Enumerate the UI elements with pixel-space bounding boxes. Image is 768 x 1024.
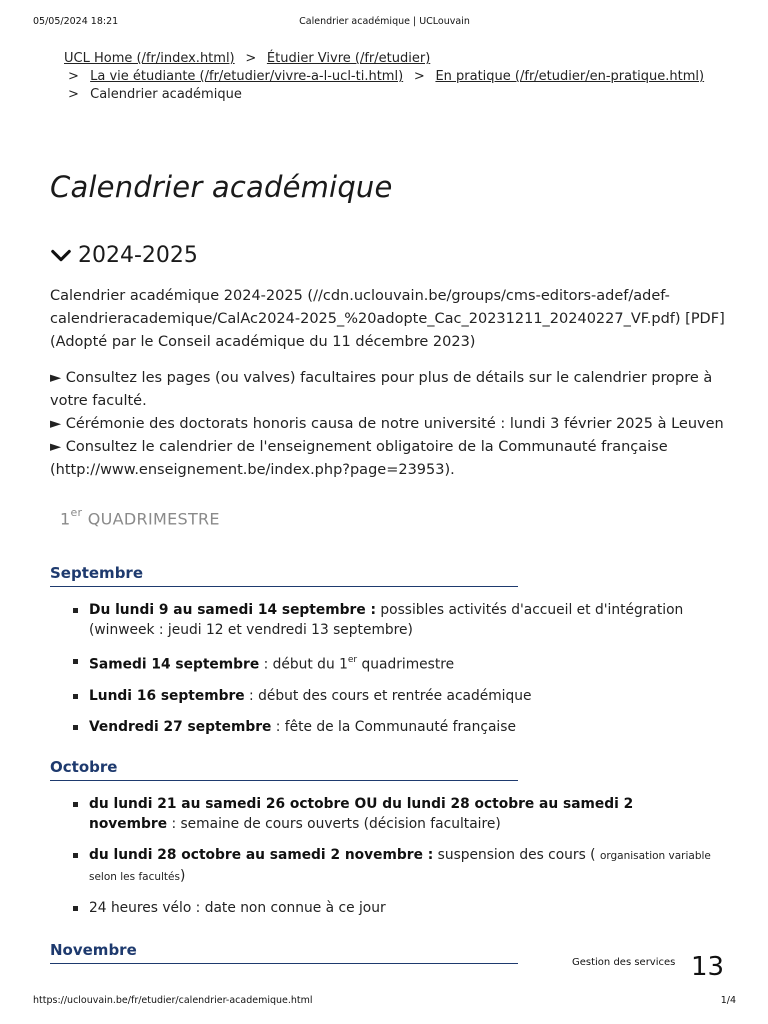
month-heading-october: Octobre: [50, 758, 518, 781]
year-label: 2024-2025: [78, 243, 198, 268]
list-item: Lundi 16 septembre : début des cours et rentrée académique: [72, 686, 712, 706]
notes: [50, 367, 730, 482]
september-events: [72, 600, 712, 748]
print-footer: [33, 995, 736, 1009]
print-header: [33, 16, 736, 30]
breadcrumb-separator: >: [68, 87, 79, 102]
page-title: Calendrier académique: [50, 170, 393, 204]
semester-label: QUADRIMESTRE: [87, 509, 220, 529]
breadcrumb-link-en-pratique[interactable]: En pratique (/fr/etudier/en-pratique.html): [435, 69, 705, 84]
breadcrumb: [64, 50, 744, 104]
print-page-title: Calendrier académique | UCLouvain: [299, 16, 470, 27]
breadcrumb-separator: >: [413, 69, 425, 84]
breadcrumb-separator: >: [245, 51, 257, 66]
print-url: https://uclouvain.be/fr/etudier/calendrier-academique.html: [33, 995, 313, 1006]
note-enseignement-link: ► Consultez le calendrier de l'enseignement obligatoire de la Communauté française (http://www.enseignement.be/index.php?page=23953).: [50, 439, 668, 478]
year-accordion-toggle[interactable]: [50, 243, 198, 268]
calendar-pdf-link[interactable]: Calendrier académique 2024-2025 (//cdn.uclouvain.be/groups/cms-editors-adef/adef-calendrieracademique/CalAc2024-2025_%20adopte_Cac_20231211_20240227_VF.pdf) [PDF] (Adopté par le Conseil académique du 11 décembre 2023): [50, 288, 725, 350]
october-events: [72, 794, 712, 929]
list-item: du lundi 28 octobre au samedi 2 novembre : suspension des cours ( organisation variable selon les facultés): [72, 845, 712, 887]
note-honoris-causa: ► Cérémonie des doctorats honoris causa de notre université : lundi 3 février 2025 à Leuven: [50, 416, 724, 432]
breadcrumb-current: Calendrier académique: [90, 87, 242, 102]
breadcrumb-link-home[interactable]: UCL Home (/fr/index.html): [64, 51, 235, 66]
semester-number: 1: [60, 509, 71, 529]
page-number: 13: [691, 952, 725, 982]
print-page-count: 1/4: [720, 995, 736, 1006]
list-item: 24 heures vélo : date non connue à ce jour: [72, 898, 712, 918]
side-label: Gestion des services: [572, 957, 676, 968]
list-item: Vendredi 27 septembre : fête de la Communauté française: [72, 717, 712, 737]
month-heading-september: Septembre: [50, 564, 518, 587]
month-heading-november: Novembre: [50, 941, 518, 964]
note-faculty-pages: ► Consultez les pages (ou valves) facultaires pour plus de détails sur le calendrier propre à votre faculté.: [50, 370, 713, 409]
list-item: Samedi 14 septembre : début du 1er quadrimestre: [72, 651, 712, 675]
breadcrumb-separator: >: [68, 69, 79, 84]
list-item: du lundi 21 au samedi 26 octobre OU du lundi 28 octobre au samedi 2 novembre : semaine de cours ouverts (décision facultaire): [72, 794, 712, 834]
list-item: Du lundi 9 au samedi 14 septembre : possibles activités d'accueil et d'intégration (winweek : jeudi 12 et vendredi 13 septembre): [72, 600, 712, 640]
breadcrumb-link-etudier[interactable]: Étudier Vivre (/fr/etudier): [266, 51, 431, 66]
semester-heading: [60, 508, 220, 528]
semester-sup: er: [70, 506, 83, 519]
breadcrumb-link-vie-etudiante[interactable]: La vie étudiante (/fr/etudier/vivre-a-l-ucl-ti.html): [90, 69, 404, 84]
chevron-down-icon: [50, 245, 72, 267]
print-date: 05/05/2024 18:21: [33, 16, 119, 27]
